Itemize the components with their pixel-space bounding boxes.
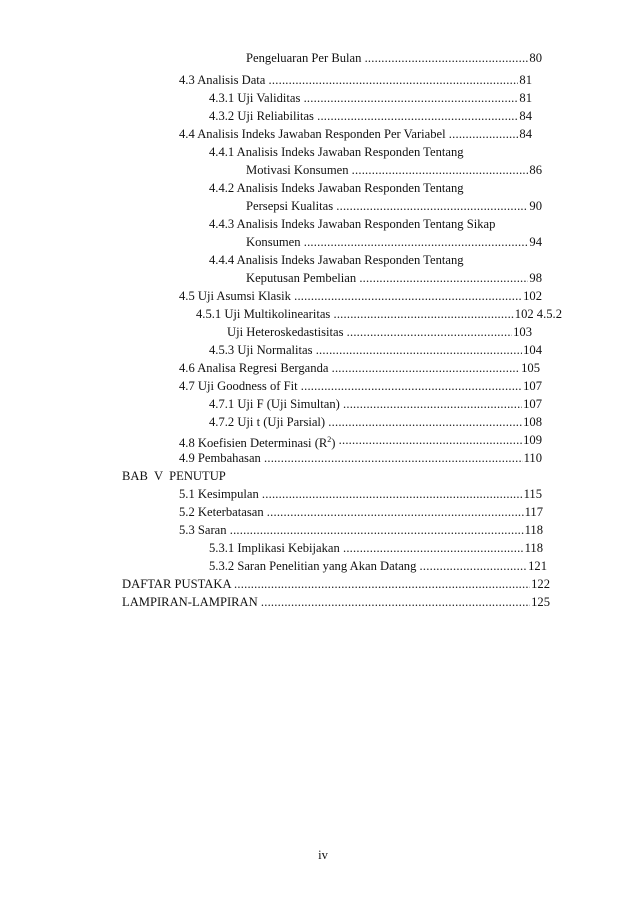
toc-entry-4-4-3-heading: 4.4.3 Analisis Indeks Jawaban Responden Tentang Sikap [209, 217, 496, 231]
toc-entry-page: 102 4.5.2 [514, 307, 562, 321]
toc-leader-dots [336, 197, 528, 215]
toc-entry-title: Pengeluaran Per Bulan [246, 51, 365, 65]
toc-leader-dots [420, 557, 528, 575]
toc-entry-title: 5.3.2 Saran Penelitian yang Akan Datang [209, 559, 420, 573]
toc-entry-title: Keputusan Pembelian [246, 271, 360, 285]
toc-entry-4-4-4 [246, 269, 542, 287]
toc-entry-title: 4.3.1 Uji Validitas [209, 91, 304, 105]
toc-entry-4-4-1 [246, 161, 542, 179]
toc-entry-4-5-2 [227, 323, 532, 341]
toc-entry-page: 105 [521, 361, 540, 375]
toc-entry-4-3-2 [209, 107, 532, 125]
toc-entry-page: 84 [519, 127, 532, 141]
toc-entry-title: 4.5 Uji Asumsi Klasik [179, 289, 295, 303]
toc-entry-page: 86 [529, 163, 542, 177]
toc-entry-4-4-2 [246, 197, 542, 215]
superscript: 2 [327, 435, 332, 444]
toc-entry-title: 4.3 Analisis Data [179, 73, 269, 87]
toc-entry-4-9 [179, 449, 542, 467]
toc-leader-dots [304, 233, 529, 251]
toc-leader-dots [316, 341, 522, 359]
toc-entry-title: Persepsi Kualitas [246, 199, 337, 213]
toc-entry-title: 4.9 Pembahasan [179, 451, 264, 465]
toc-entry-page: 117 [524, 505, 543, 519]
toc-entry-title: 5.3 Saran [179, 523, 230, 537]
toc-entry-title: Konsumen [246, 235, 304, 249]
toc-entry-title-part: ) [331, 436, 339, 451]
toc-entry-4-5 [179, 287, 542, 305]
toc-entry-page: 109 [523, 433, 542, 447]
toc-entry-pengeluaran [246, 49, 542, 67]
toc-leader-dots [328, 413, 522, 431]
toc-entry-daftar-pustaka [122, 575, 550, 593]
toc-leader-dots [234, 575, 530, 593]
toc-leader-dots [339, 431, 522, 449]
toc-entry-page: 118 [524, 541, 543, 555]
toc-chapter-bab-v: BAB V PENUTUP [122, 469, 226, 483]
toc-entry-4-3 [179, 71, 532, 89]
toc-entry-4-3-1 [209, 89, 532, 107]
toc-leader-dots [347, 323, 512, 341]
toc-entry-title: 5.1 Kesimpulan [179, 487, 262, 501]
toc-entry-4-4-1-heading: 4.4.1 Analisis Indeks Jawaban Responden Tentang [209, 145, 464, 159]
toc-entry-page: 107 [523, 379, 542, 393]
toc-entry-title: 5.3.1 Implikasi Kebijakan [209, 541, 343, 555]
toc-entry-page: 110 [523, 451, 542, 465]
toc-entry-page: 103 [513, 325, 532, 339]
toc-entry-title [179, 431, 339, 449]
toc-leader-dots [359, 269, 528, 287]
toc-entry-page: 122 [531, 577, 550, 591]
toc-entry-4-8 [179, 431, 542, 449]
toc-leader-dots [352, 161, 529, 179]
toc-entry-title: Motivasi Konsumen [246, 163, 352, 177]
toc-entry-4-7-2 [209, 413, 542, 431]
toc-entry-page: 125 [531, 595, 550, 609]
toc-entry-lampiran [122, 593, 550, 611]
toc-leader-dots [301, 377, 522, 395]
toc-leader-dots [304, 89, 519, 107]
page-number: iv [318, 848, 328, 862]
toc-entry-title: LAMPIRAN-LAMPIRAN [122, 595, 261, 609]
toc-entry-5-2 [179, 503, 543, 521]
toc-leader-dots [261, 593, 530, 611]
toc-entry-page: 115 [523, 487, 542, 501]
toc-entry-4-4-4-heading: 4.4.4 Analisis Indeks Jawaban Responden Tentang [209, 253, 464, 267]
toc-entry-title: 4.7 Uji Goodness of Fit [179, 379, 301, 393]
toc-entry-4-4 [179, 125, 532, 143]
toc-entry-page: 102 [523, 289, 542, 303]
toc-entry-title: 4.5.1 Uji Multikolinearitas [196, 307, 334, 321]
toc-entry-title: 4.4 Analisis Indeks Jawaban Responden Per Variabel [179, 127, 449, 141]
toc-leader-dots [264, 449, 523, 467]
toc-leader-dots [343, 395, 522, 413]
toc-leader-dots [365, 49, 529, 67]
toc-entry-title: 5.2 Keterbatasan [179, 505, 267, 519]
toc-entry-page: 107 [523, 397, 542, 411]
toc-entry-title: DAFTAR PUSTAKA [122, 577, 235, 591]
toc-entry-page: 104 [523, 343, 542, 357]
toc-entry-4-7 [179, 377, 542, 395]
toc-entry-page: 81 [519, 73, 532, 87]
toc-entry-title: 4.7.2 Uji t (Uji Parsial) [209, 415, 329, 429]
toc-entry-4-4-2-heading: 4.4.2 Analisis Indeks Jawaban Responden Tentang [209, 181, 464, 195]
toc-entry-page: 118 [524, 523, 543, 537]
toc-entry-page: 81 [519, 91, 532, 105]
toc-entry-title: 4.5.3 Uji Normalitas [209, 343, 316, 357]
toc-leader-dots [267, 503, 524, 521]
toc-entry-4-6 [179, 359, 540, 377]
toc-entry-4-5-1 [196, 305, 562, 323]
toc-entry-title-part: 4.8 Koefisien Determinasi (R [179, 436, 328, 451]
toc-entry-page: 98 [529, 271, 542, 285]
toc-entry-5-3 [179, 521, 543, 539]
toc-leader-dots [449, 125, 519, 143]
toc-leader-dots [317, 107, 518, 125]
toc-entry-title: 4.3.2 Uji Reliabilitas [209, 109, 318, 123]
toc-leader-dots [269, 71, 519, 89]
toc-entry-title: 4.7.1 Uji F (Uji Simultan) [209, 397, 343, 411]
toc-leader-dots [343, 539, 524, 557]
toc-entry-5-3-2 [209, 557, 547, 575]
toc-entry-4-7-1 [209, 395, 542, 413]
toc-entry-title: Uji Heteroskedastisitas [227, 325, 347, 339]
toc-entry-title: 4.6 Analisa Regresi Berganda [179, 361, 332, 375]
toc-entry-page: 121 [528, 559, 547, 573]
toc-entry-page: 84 [519, 109, 532, 123]
toc-entry-page: 94 [529, 235, 542, 249]
toc-leader-dots [230, 521, 524, 539]
toc-entry-4-5-3 [209, 341, 542, 359]
toc-entry-page: 80 [529, 51, 542, 65]
toc-entry-5-3-1 [209, 539, 543, 557]
toc-leader-dots [262, 485, 523, 503]
toc-entry-page: 108 [523, 415, 542, 429]
toc-entry-page: 90 [529, 199, 542, 213]
toc-leader-dots [333, 305, 513, 323]
toc-entry-5-1 [179, 485, 542, 503]
toc-entry-4-4-3 [246, 233, 542, 251]
toc-leader-dots [332, 359, 521, 377]
toc-leader-dots [294, 287, 522, 305]
